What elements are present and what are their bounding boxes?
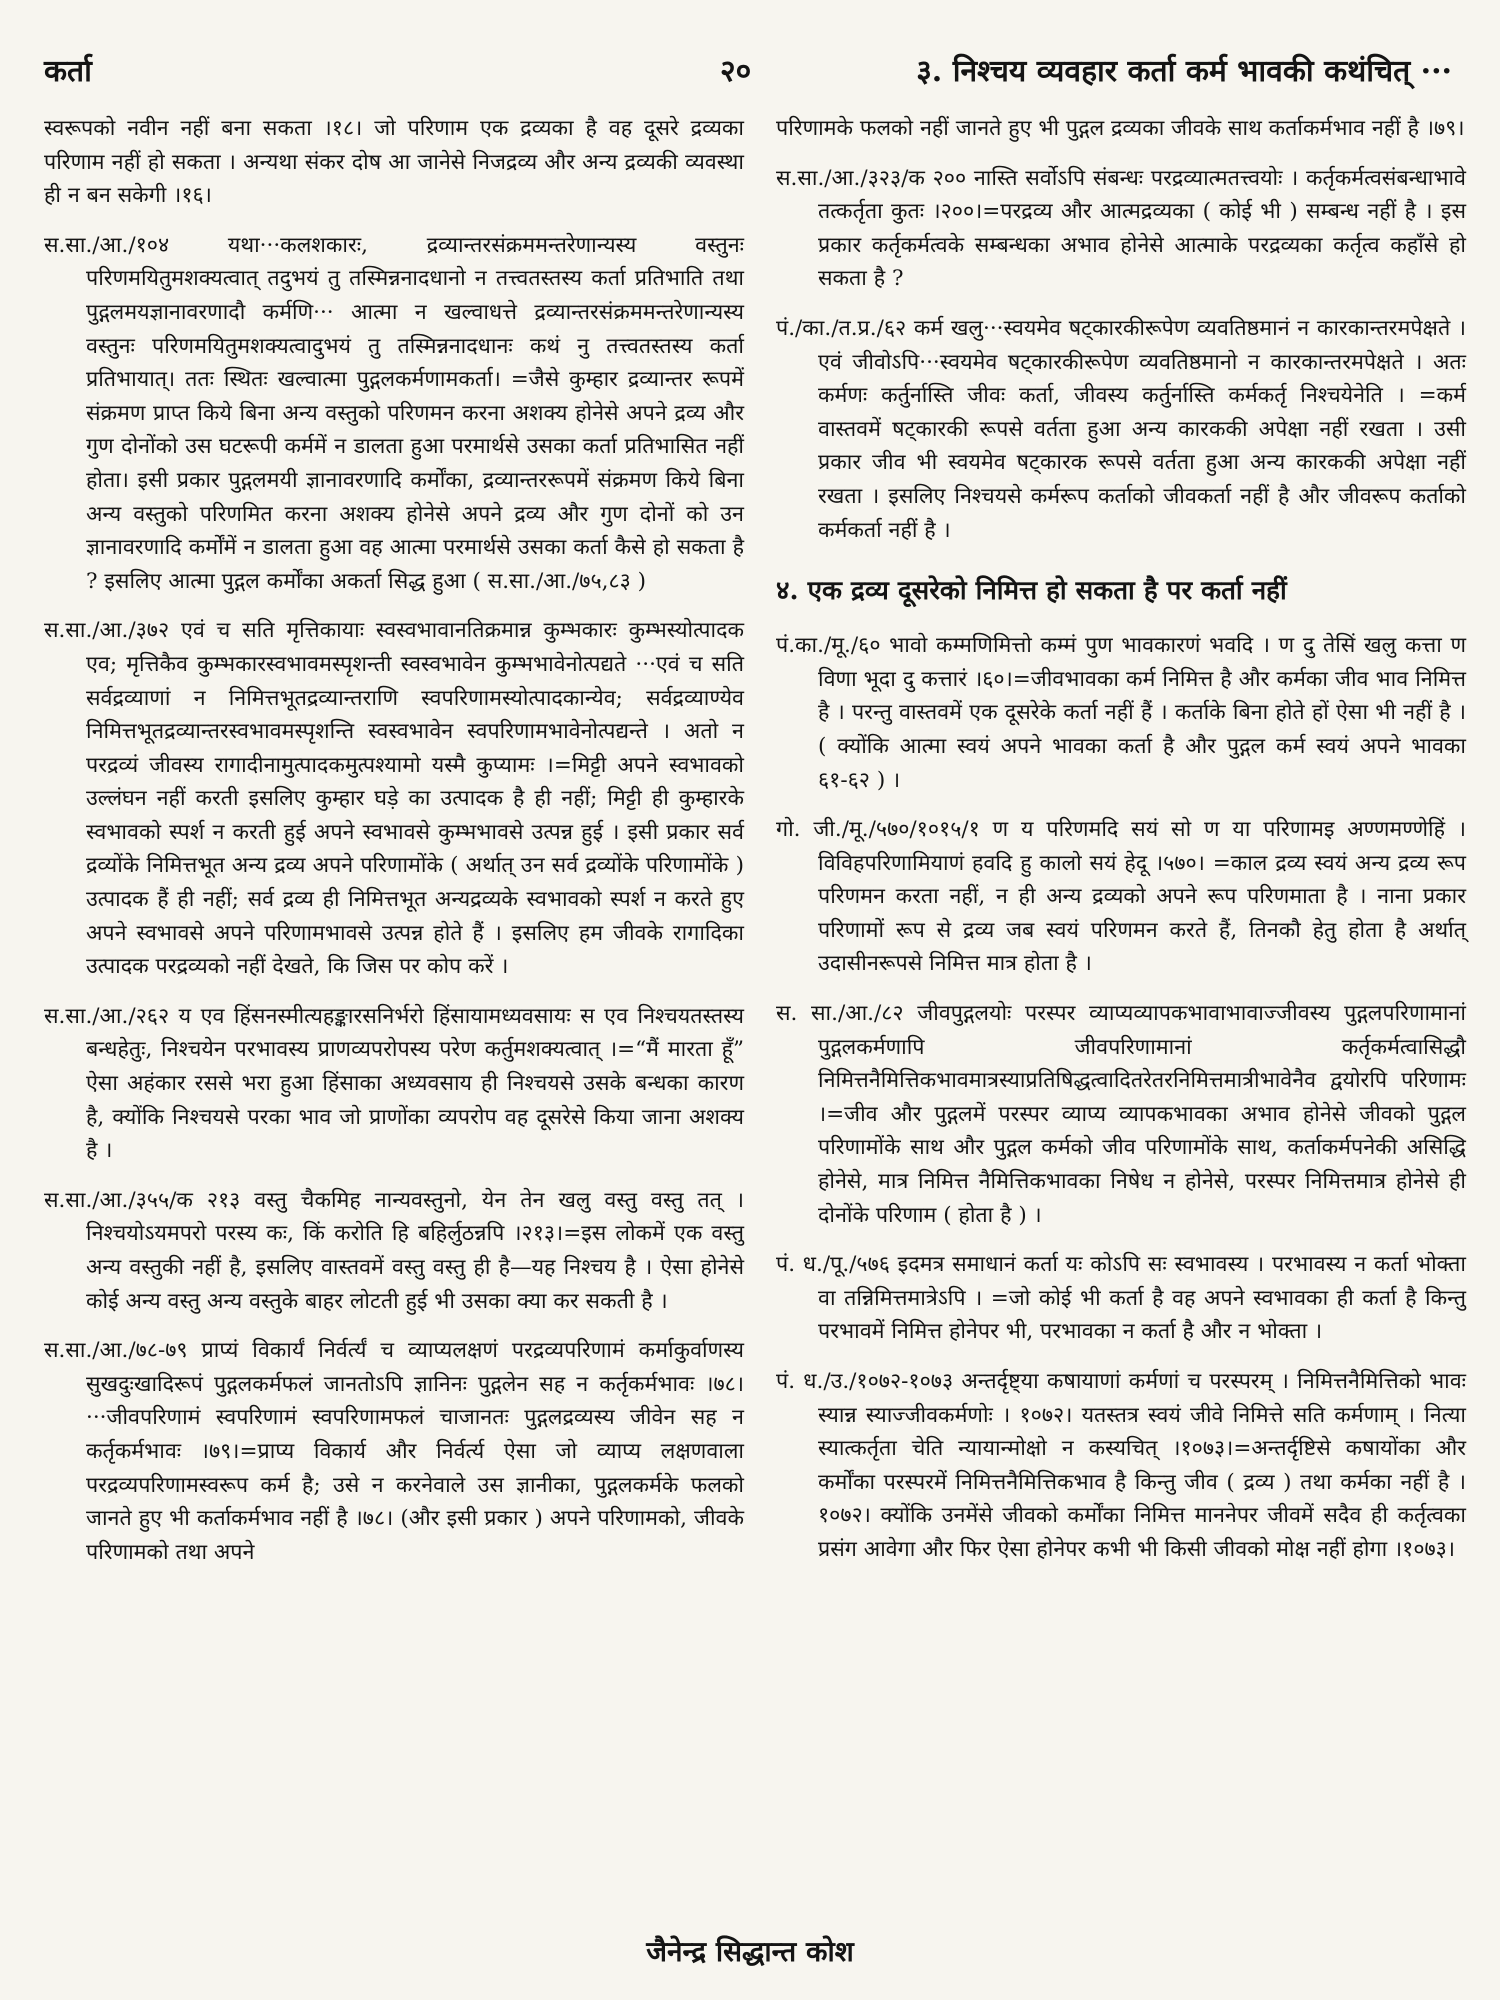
entry-paragraph: पं. ध./पू./५७६ इदमत्र समाधानं कर्ता यः कोऽपि सः स्वभावस्य । परभावस्य न कर्ता भोक्ता वा तन्निमित्तमात्रेऽपि । =जो कोई भी कर्ता है वह अपने स्वभावका ही कर्ता है किन्तु परभावमें निमित्त होनेपर भी, परभावका न कर्ता है और न भोक्ता । [776, 1252, 1466, 1345]
entry-paragraph: स.सा./आ./२६२ य एव हिंसनस्मीत्यहङ्कारसनिर्भरो हिंसायामध्यवसायः स एव निश्चयतस्तस्य बन्धहेतुः, निश्चयेन परभावस्य प्राणव्यपरोपस्य परेण कर्तुमशक्यत्वात् ।=“मैं मारता हूँ” ऐसा अहंकार रससे भरा हुआ हिंसाका अध्यवसाय ही निश्चयसे उसके बन्धका कारण है, क्योंकि निश्चयसे परका भाव जो प्राणोंका व्यपरोप वह दूसरेसे किया जाना अशक्य है । [44, 1003, 744, 1164]
entry-paragraph: स.सा./आ./३२३/क २०० नास्ति सर्वोऽपि संबन्धः परद्रव्यात्मतत्त्वयोः । कर्तृकर्मत्वसंबन्धाभावे तत्कर्तृता कुतः ।२००।=परद्रव्य और आत्मद्रव्यका ( कोई भी ) सम्बन्ध नहीं है । इस प्रकार कर्तृकर्मत्वके सम्बन्धका अभाव होनेसे आत्माके परद्रव्यका कर्तृत्व कहाँसे हो सकता है ? [776, 165, 1466, 292]
page-number: २० [720, 54, 752, 89]
entry-paragraph: स. सा./आ./८२ जीवपुद्गलयोः परस्पर व्याप्यव्यापकभावाभावाज्जीवस्य पुद्गलपरिणामानां पुद्गलकर्मणापि जीवपरिणामानां कर्तृकर्मत्वासिद्धौ निमित्तनैमित्तिकभावमात्रस्याप्रतिषिद्धत्वादितरेतरनिमित्तमात्रीभावेनैव द्वयोरपि परिणामः ।=जीव और पुद्गलमें परस्पर व्याप्य व्यापकभावका अभाव होनेसे जीवको पुद्गल परिणामोंके साथ और पुद्गल कर्मको जीव परिणामोंके साथ, कर्ताकर्मपनेकी असिद्धि होनेसे, मात्र निमित्त नैमित्तिकभावका निषेध न होनेसे, परस्पर निमित्तमात्र होनेसे ही दोनोंके परिणाम ( होता है ) । [776, 1001, 1466, 1228]
entry-paragraph: स.सा./आ./१०४ यथा···कलशकारः, द्रव्यान्तरसंक्रममन्तरेणान्यस्य वस्तुनः परिणमयितुमशक्यत्वात् तदुभयं तु तस्मिन्ननादधानो न तत्त्वतस्तस्य कर्ता प्रतिभाति तथा पुद्गलमयज्ञानावरणादौ कर्मणि··· आत्मा न खल्वाधत्ते द्रव्यान्तरसंक्रममन्तरेणान्यस्य वस्तुनः परिणमयितुमशक्यत्वादुभयं तु तस्मिन्ननादधानः कथं नु तत्त्वतस्तस्य कर्ता प्रतिभायात्। ततः स्थितः खल्वात्मा पुद्गलकर्मणामकर्ता। =जैसे कुम्हार द्रव्यान्तर रूपमें संक्रमण प्राप्त किये बिना अन्य वस्तुको परिणमन करना अशक्य होनेसे अपने द्रव्य और गुण दोनोंको उस घटरूपी कर्ममें न डालता हुआ परमार्थसे उसका कर्ता प्रतिभासित नहीं होता। इसी प्रकार पुद्गलमयी ज्ञानावरणादि कर्मोंका, द्रव्यान्तररूपमें संक्रमण किये बिना अन्य वस्तुको परिणमित करना अशक्य होनेसे अपने द्रव्य और गुण दोनों को उन ज्ञानावरणादि कर्मोंमें न डालता हुआ वह आत्मा परमार्थसे उसका कर्ता कैसे हो सकता है ? इसलिए आत्मा पुद्गल कर्मोंका अकर्ता सिद्ध हुआ ( स.सा./आ./७५,८३ ) [44, 232, 744, 594]
section-heading: ४. एक द्रव्य दूसरेको निमित्त हो सकता है पर कर्ता नहीं [776, 576, 1287, 607]
right-column [776, 112, 1466, 1583]
entry-paragraph: स.सा./आ./३५५/क २१३ वस्तु चैकमिह नान्यवस्तुनो, येन तेन खलु वस्तु वस्तु तत् । निश्चयोऽयमपरो परस्य कः, किं करोति हि बहिर्लुठन्नपि ।२१३।=इस लोकमें एक वस्तु अन्य वस्तुकी नहीं है, इसलिए वास्तवमें वस्तु वस्तु ही है—यह निश्चय है । ऐसा होनेसे कोई अन्य वस्तु अन्य वस्तुके बाहर लोटती हुई भी उसका क्या कर सकती है । [44, 1187, 744, 1314]
running-head-left: कर्ता [44, 54, 92, 89]
left-column [44, 112, 744, 1585]
running-head-right: ३. निश्चय व्यवहार कर्ता कर्म भावकी कथंचित् ··· [916, 54, 1452, 89]
entry-paragraph: परिणामके फलको नहीं जानते हुए भी पुद्गल द्रव्यका जीवके साथ कर्ताकर्मभाव नहीं है ।७९। [776, 116, 1465, 141]
entry-paragraph: गो. जी./मू./५७०/१०१५/१ ण य परिणमदि सयं सो ण या परिणामइ अण्णमण्णेहिं । विविहपरिणामियाणं हवदि हु कालो सयं हेदू ।५७०। =काल द्रव्य स्वयं अन्य द्रव्य रूप परिणमन करता नहीं, न ही अन्य द्रव्यको अपने रूप परिणमाता है । नाना प्रकार परिणामों रूप से द्रव्य जब स्वयं परिणमन करते हैं, तिनकौ हेतु होता है अर्थात् उदासीनरूपसे निमित्त मात्र होता है । [776, 817, 1466, 977]
entry-paragraph: स.सा./आ./३७२ एवं च सति मृत्तिकायाः स्वस्वभावानतिक्रमान्न कुम्भकारः कुम्भस्योत्पादक एव; मृत्तिकैव कुम्भकारस्वभावमस्पृशन्ती स्वस्वभावेन कुम्भभावेनोत्पद्यते ···एवं च सति सर्वद्रव्याणां न निमित्तभूतद्रव्यान्तराणि स्वपरिणामस्योत्पादकान्येव; सर्वद्रव्याण्येव निमित्तभूतद्रव्यान्तरस्वभावमस्पृशन्ति स्वस्वभावेन स्वपरिणामभावेनोत्पद्यन्ते । अतो न परद्रव्यं जीवस्य रागादीनामुत्पादकमुत्पश्यामो यस्मै कुप्यामः ।=मिट्टी अपने स्वभावको उल्लंघन नहीं करती इसलिए कुम्हार घड़े का उत्पादक है ही नहीं; मिट्टी ही कुम्हारके स्वभावको स्पर्श न करती हुई अपने स्वभावसे कुम्भभावसे उत्पन्न हुई । इसी प्रकार सर्व द्रव्योंके निमित्तभूत अन्य द्रव्य अपने परिणामोंके ( अर्थात् उन सर्व द्रव्योंके परिणामोंके ) उत्पादक हैं ही नहीं; सर्व द्रव्य ही निमित्तभूत अन्यद्रव्यके स्वभावको स्पर्श न करते हुए अपने स्वभावसे अपने परिणामभावसे उत्पन्न होते हैं । इसलिए हम जीवके रागादिका उत्पादक परद्रव्यको नहीं देखते, कि जिस पर कोप करें । [44, 618, 744, 980]
entry-paragraph: पं.का./मू./६० भावो कम्मणिमित्तो कम्मं पुण भावकारणं भवदि । ण दु तेसिं खलु कत्ता ण विणा भूदा दु कत्तारं ।६०।=जीवभावका कर्म निमित्त है और कर्मका जीव भाव निमित्त है । परन्तु वास्तवमें एक दूसरेके कर्ता नहीं हैं । कर्ताके बिना होते हों ऐसा भी नहीं है । ( क्योंकि आत्मा स्वयं अपने भावका कर्ता है और पुद्गल कर्म स्वयं अपने भावका ६१-६२ ) । [776, 633, 1466, 793]
entry-paragraph: पं. ध./उ./१०७२-१०७३ अन्तर्दृष्ट्या कषायाणां कर्मणां च परस्परम् । निमित्तनैमित्तिको भावः स्यान्न स्याज्जीवकर्मणोः । १०७२। यतस्तत्र स्वयं जीवे निमित्ते सति कर्मणाम् । नित्या स्यात्कर्तृता चेति न्यायान्मोक्षो न कस्यचित् ।१०७३।=अन्तर्दृष्टिसे कषायोंका और कर्मोंका परस्परमें निमित्तनैमित्तिकभाव है किन्तु जीव ( द्रव्य ) तथा कर्मका नहीं है ।१०७२। क्योंकि उनमेंसे जीवको कर्मोंका निमित्त माननेपर जीवमें सदैव ही कर्तृत्वका प्रसंग आवेगा और फिर ऐसा होनेपर कभी भी किसी जीवको मोक्ष नहीं होगा ।१०७३। [776, 1369, 1466, 1562]
entry-paragraph: स.सा./आ./७८-७९ प्राप्यं विकार्यं निर्वर्त्यं च व्याप्यलक्षणं परद्रव्यपरिणामं कर्माकुर्वाणस्य सुखदुःखादिरूपं पुद्गलकर्मफलं जानतोऽपि ज्ञानिनः पुद्गलेन सह न कर्तृकर्मभावः ।७८।···जीवपरिणामं स्वपरिणामं स्वपरिणामफलं चाजानतः पुद्गलद्रव्यस्य जीवेन सह न कर्तृकर्मभावः ।७९।=प्राप्य विकार्य और निर्वर्त्य ऐसा जो व्याप्य लक्षणवाला परद्रव्यपरिणामस्वरूप कर्म है; उसे न करनेवाले उस ज्ञानीका, पुद्गलकर्मके फलको जानते हुए भी कर्ताकर्मभाव नहीं है ।७८। (और इसी प्रकार ) अपने परिणामको, जीवके परिणामको तथा अपने [44, 1338, 744, 1565]
page-footer: जैनेन्द्र सिद्धान्त कोश [646, 1935, 854, 1968]
entry-paragraph: स्वरूपको नवीन नहीं बना सकता ।१८। जो परिणाम एक द्रव्यका है वह दूसरे द्रव्यका परिणाम नहीं हो सकता । अन्यथा संकर दोष आ जानेसे निजद्रव्य और अन्य द्रव्यकी व्यवस्था ही न बन सकेगी ।१६। [44, 116, 744, 209]
entry-paragraph: पं./का./त.प्र./६२ कर्म खलु···स्वयमेव षट्कारकीरूपेण व्यवतिष्ठमानं न कारकान्तरमपेक्षते । एवं जीवोऽपि···स्वयमेव षट्कारकीरूपेण व्यवतिष्ठमानो न कारकान्तरमपेक्षते । अतः कर्मणः कर्तुर्नास्ति जीवः कर्ता, जीवस्य कर्तुर्नास्ति कर्मकर्तृ निश्चयेनेति । =कर्म वास्तवमें षट्कारकी रूपसे वर्तता हुआ अन्य कारककी अपेक्षा नहीं रखता । उसी प्रकार जीव भी स्वयमेव षट्कारक रूपसे वर्तता हुआ अन्य कारककी अपेक्षा नहीं रखता । इसलिए निश्चयसे कर्मरूप कर्ताको जीवकर्ता नहीं है और जीवरूप कर्ताको कर्मकर्ता नहीं है । [776, 315, 1466, 543]
